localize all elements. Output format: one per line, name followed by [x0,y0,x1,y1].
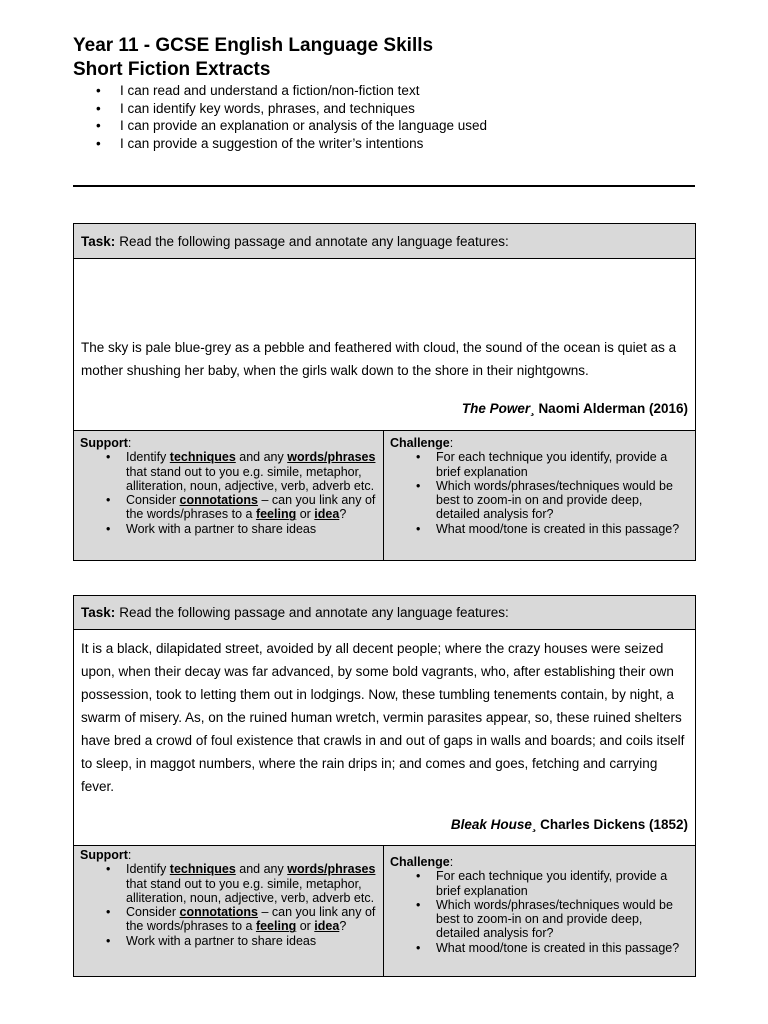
challenge-item: • What mood/tone is created in this passage? [390,941,689,955]
source-author: Charles Dickens (1852) [540,817,688,832]
passage-area [74,259,695,431]
support-panel: Support: • Identify techniques and any words/phrases that stand out to you e.g. simile, metaphor, alliteration, noun, adjective, verb, adverb etc. • Consider connotations – can you link any of the words/phrases to a feeling or idea? • Work with a partner to share ideas [74,431,384,560]
objective-item: • I can provide a suggestion of the writer’s intentions [96,135,487,153]
task-instruction: Read the following passage and annotate any language features: [119,233,509,249]
title-line-2: Short Fiction Extracts [73,59,271,80]
challenge-panel: Challenge: • For each technique you identify, provide a brief explanation • Which words/phrases/techniques would be best to zoom-in on and provide deep, detailed analysis for? • What mood/tone is created in this passage? [384,846,695,976]
objective-item: • I can identify key words, phrases, and techniques [96,100,487,118]
challenge-item: • For each technique you identify, provide a brief explanation [390,450,689,479]
challenge-item: • What mood/tone is created in this passage? [390,522,689,536]
support-challenge-row [74,431,695,560]
task-instruction: Read the following passage and annotate any language features: [119,605,509,620]
support-item: • Work with a partner to share ideas [80,934,377,948]
challenge-item: • Which words/phrases/techniques would be best to zoom-in on and provide deep, detailed analysis for? [390,479,689,522]
passage-area [74,630,695,846]
support-panel: Support: • Identify techniques and any words/phrases that stand out to you e.g. simile, metaphor, alliteration, noun, adjective, verb, adverb etc. • Consider connotations – can you link any of the words/phrases to a feeling or idea? • Work with a partner to share ideas [74,846,384,976]
task-label: Task: [81,233,116,249]
challenge-panel: Challenge: • For each technique you identify, provide a brief explanation • Which words/phrases/techniques would be best to zoom-in on and provide deep, detailed analysis for? • What mood/tone is created in this passage? [384,431,695,560]
support-challenge-row [74,846,695,976]
source-author: Naomi Alderman (2016) [538,401,688,416]
challenge-heading: Challenge [390,436,450,450]
task-box-2 [73,595,696,977]
horizontal-divider [73,185,695,187]
task-label: Task: [81,605,116,620]
source-citation [462,401,688,416]
source-title: The Power¸ [461,401,535,416]
support-item: • Consider connotations – can you link any of the words/phrases to a feeling or idea? [80,493,377,522]
support-item: • Work with a partner to share ideas [80,522,377,536]
challenge-item: • Which words/phrases/techniques would be best to zoom-in on and provide deep, detailed analysis for? [390,898,689,941]
support-item: • Identify techniques and any words/phrases that stand out to you e.g. simile, metaphor, alliteration, noun, adjective, verb, adverb etc. [80,862,377,905]
passage-text: The sky is pale blue-grey as a pebble and feathered with cloud, the sound of the ocean is quiet as a mother shushing her baby, when the girls walk down to the shore in their nightgowns. [81,340,677,378]
challenge-item: • For each technique you identify, provide a brief explanation [390,869,689,898]
title-line-1: Year 11 - GCSE English Language Skills [73,35,434,56]
task-box-1 [73,223,696,561]
task-header [74,224,695,259]
objective-item: • I can provide an explanation or analysis of the language used [96,117,487,135]
support-heading: Support [80,848,128,862]
challenge-heading: Challenge [390,855,450,869]
objective-item: • I can read and understand a fiction/non-fiction text [96,82,487,100]
page-title [73,34,433,82]
support-item: • Consider connotations – can you link any of the words/phrases to a feeling or idea? [80,905,377,934]
task-header [74,596,695,630]
support-item: • Identify techniques and any words/phrases that stand out to you e.g. simile, metaphor, alliteration, noun, adjective, verb, adverb etc. [80,450,377,493]
support-heading: Support [80,436,128,450]
source-title: Bleak House¸ [450,817,537,832]
learning-objectives [96,82,487,152]
passage-text: It is a black, dilapidated street, avoided by all decent people; where the crazy houses were seized upon, when their decay was far advanced, by some bold vagrants, who, after establishing their own possession, took to letting them out in lodgings. Now, these tumbling tenements contain, by night, a swarm of misery. As, on the ruined human wretch, vermin parasites appear, so, these ruined shelters have bred a crowd of foul existence that crawls in and out of gaps in walls and boards; and coils itself to sleep, in maggot numbers, where the rain drips in; and comes and goes, fetching and carrying fever. [81,641,685,794]
source-citation [451,817,688,832]
